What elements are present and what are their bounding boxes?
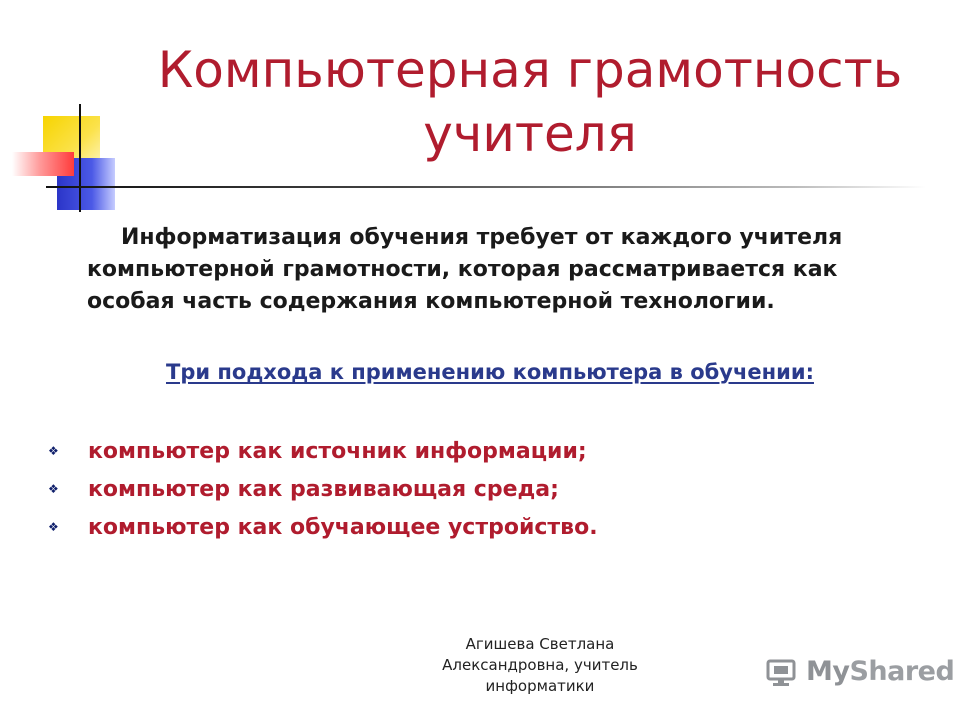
slide-title [150,38,910,166]
diamond-bullet-icon: ❖ [48,520,59,534]
diamond-bullet-icon: ❖ [48,444,59,458]
list-item [48,470,928,508]
diamond-bullet-icon: ❖ [48,482,59,496]
footer-line-2: Александровна, учитель [442,656,638,674]
author-footer [410,634,670,697]
footer-line-1: Агишева Светлана [465,635,615,653]
vertical-line-decoration [79,104,81,212]
bullet-text: компьютер как источник информации; [88,438,587,464]
title-underline-rule [46,186,926,188]
intro-paragraph [87,222,927,318]
red-bar-decoration [12,152,74,176]
brand-name: MyShared [806,656,955,687]
intro-text: Информатизация обучения требует от каждого учителя компьютерной грамотности, которая рассматривается как особая часть содержания компьютерной технологии. [87,225,843,314]
bullet-list [48,432,928,546]
list-item [48,432,928,470]
footer-line-3: информатики [485,677,595,695]
subheading [0,360,960,384]
list-item [48,508,928,546]
subheading-text: Три подхода к применению компьютера в обучении: [166,360,814,384]
bullet-text: компьютер как обучающее устройство. [88,514,598,540]
bullet-text: компьютер как развивающая среда; [88,476,559,502]
mysharded-logo-icon [766,657,800,687]
title-line-1: Компьютерная грамотность [157,41,903,99]
title-line-2: учителя [423,105,637,163]
myshared-watermark [766,656,954,687]
